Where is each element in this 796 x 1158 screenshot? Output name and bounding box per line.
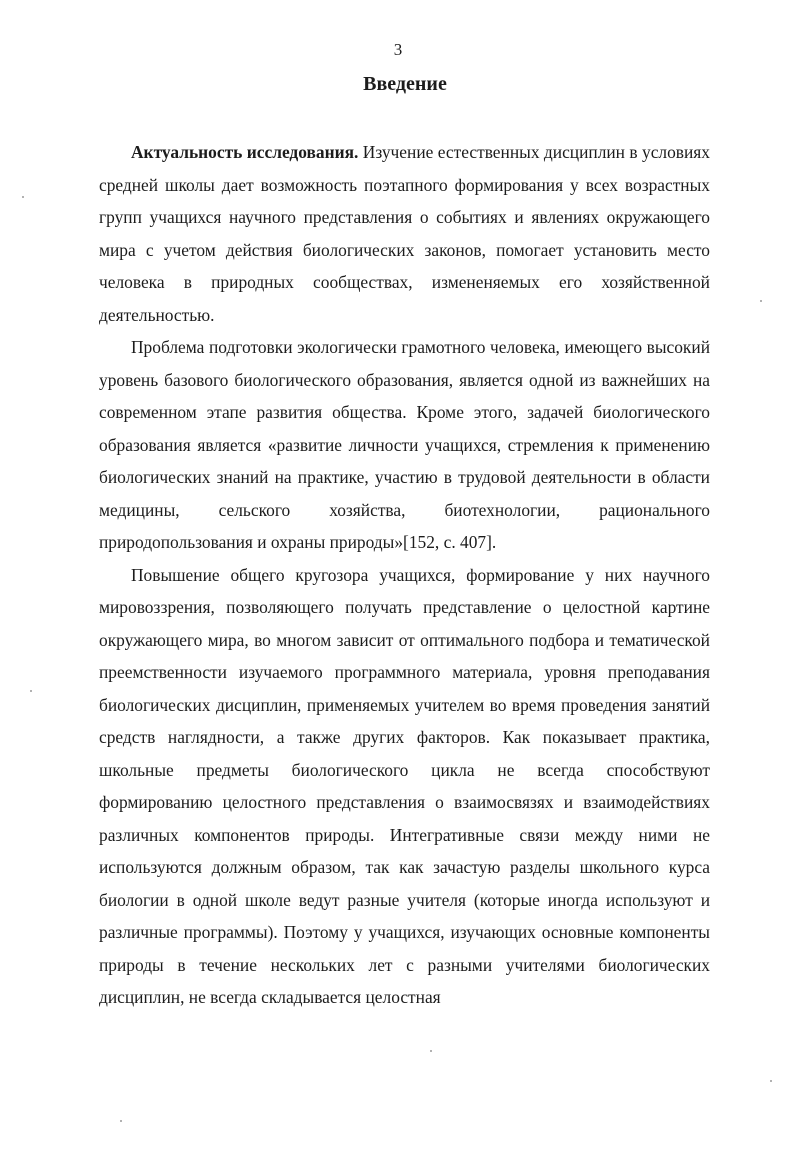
paragraph-text: Проблема подготовки экологически грамотного человека, имеющего высокий уровень базового биологического образования, является одной из важнейших на современном этапе развития общества. Кроме этого, задачей биологического образования является «развитие личности учащихся, стремления к применению биологических знаний на практике, участию в трудовой деятельности в области медицины, сельского хозяйства, биотехнологии, рационального природопользования и охраны природы»[152, с. 407]. bbox=[99, 337, 710, 552]
paragraph-relevance bbox=[99, 136, 710, 331]
scan-speck bbox=[770, 1080, 772, 1082]
scan-speck bbox=[30, 690, 32, 692]
paragraph-run-in-heading: Актуальность исследования. bbox=[131, 142, 359, 162]
scan-speck bbox=[22, 196, 24, 198]
paragraph-text: Изучение естественных дисциплин в условиях средней школы дает возможность поэтапного формирования у всех возрастных групп учащихся научного представления о событиях и явлениях окружающего мира с учетом действия биологических законов, помогает установить место человека в природных сообществах, измененяемых его хозяйственной деятельностью. bbox=[99, 142, 711, 325]
paragraph-text: Повышение общего кругозора учащихся, формирование у них научного мировоззрения, позволяющего получать представление о целостной картине окружающего мира, во многом зависит от оптимального подбора и тематической преемственности изучаемого программного материала, уровня преподавания биологических дисциплин, применяемых учителем во время проведения занятий средств наглядности, а также других факторов. Как показывает практика, школьные предметы биологического цикла не всегда способствуют формированию целостного представления о взаимосвязях и взаимодействиях различных компонентов природы. Интегративные связи между ними не используются должным образом, так как зачастую разделы школьного курса биологии в одной школе ведут разные учителя (которые иногда используют и различные программы). Поэтому у учащихся, изучающих основные компоненты природы в течение нескольких лет с разными учителями биологических дисциплин, не всегда складывается целостная bbox=[99, 564, 710, 1007]
scan-speck bbox=[120, 1120, 122, 1122]
scan-speck bbox=[430, 1050, 432, 1052]
paragraph-outlook bbox=[99, 559, 710, 1014]
scan-speck bbox=[760, 300, 762, 302]
body-text bbox=[99, 136, 710, 1014]
page-number: 3 bbox=[393, 40, 403, 59]
section-heading: Введение bbox=[363, 73, 447, 95]
paragraph-problem bbox=[99, 331, 710, 559]
